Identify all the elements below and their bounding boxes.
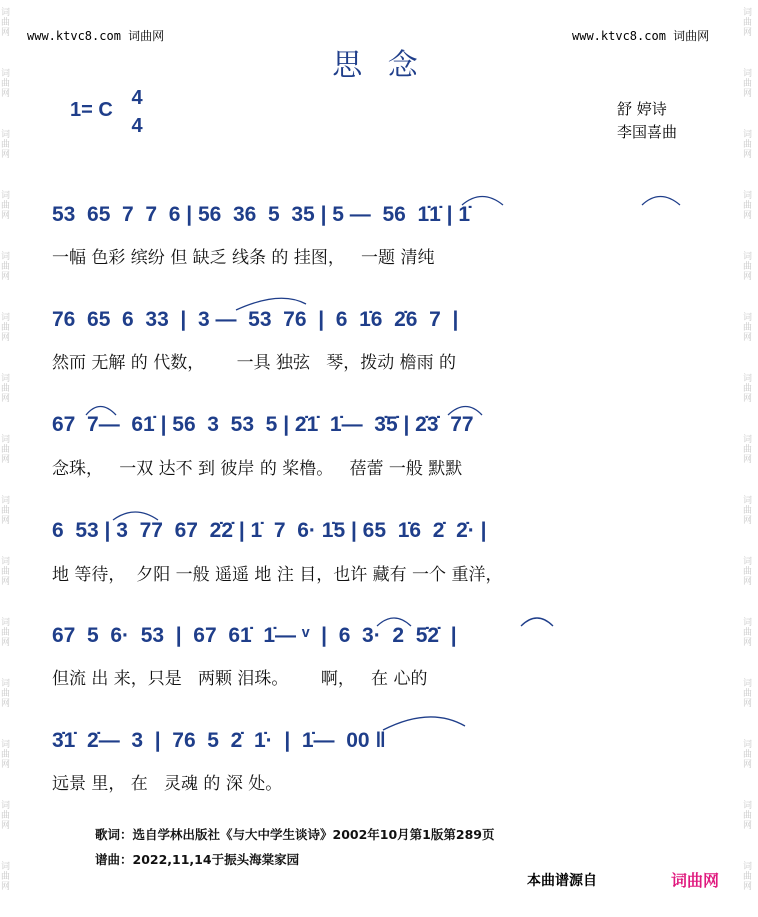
slur-arc	[377, 618, 411, 626]
side-watermark-mark: 词 曲 网	[743, 740, 753, 770]
key-signature: 1= C	[70, 99, 113, 121]
slur-arc	[86, 407, 116, 416]
notation-line-5: 67 5 6· 53 | 67 61̇ 1̇— ᵛ | 6 3· 2 5̇2̇ |	[52, 624, 457, 647]
notation-line-6: 3̇1̇ 2̇— 3 | 76 5 2̇ 1̇· | 1̇— 00 ‖	[52, 729, 386, 752]
lyrics-source-note: 歌词：选自学林出版社《与大中学生谈诗》2002年10月第1版第289页	[95, 827, 495, 842]
side-watermark-mark: 词 曲 网	[1, 679, 11, 709]
slur-arc	[236, 298, 306, 310]
side-watermark-mark: 词 曲 网	[1, 740, 11, 770]
side-watermark-mark: 词 曲 网	[743, 862, 753, 892]
side-watermark-mark: 词 曲 网	[743, 130, 753, 160]
time-signature-top: 4	[131, 87, 143, 109]
slur-arc	[521, 618, 553, 626]
side-watermark-mark: 词 曲 网	[1, 8, 11, 38]
lyric-line-2: 然而 无解 的 代数， 一具 独弦 琴，拨动 檐雨 的	[52, 353, 457, 373]
side-watermark-mark: 词 曲 网	[1, 496, 11, 526]
side-watermark-mark: 词 曲 网	[743, 557, 753, 587]
slur-arc	[462, 197, 503, 206]
side-watermark-mark: 词 曲 网	[1, 862, 11, 892]
side-watermark-mark: 词 曲 网	[743, 69, 753, 99]
site-url-left: www.ktvc8.com 词曲网	[27, 29, 165, 43]
lyric-line-3: 念珠， 一双 达不 到 彼岸 的 桨橹。 蓓蕾 一般 默默	[52, 459, 463, 479]
notation-line-1: 53 65 7 7 6 | 56 36 5 35 | 5 — 56 1̇1̇ | 1̇	[52, 203, 471, 226]
side-watermark-mark: 词 曲 网	[743, 8, 753, 38]
slur-arc	[383, 717, 465, 730]
side-watermark-mark: 词 曲 网	[1, 557, 11, 587]
side-watermark-mark: 词 曲 网	[1, 69, 11, 99]
brand-logo-text: 词曲网	[671, 871, 720, 890]
side-watermark-mark: 词 曲 网	[743, 496, 753, 526]
side-watermark-mark: 词 曲 网	[1, 130, 11, 160]
side-watermark-mark: 词 曲 网	[1, 252, 11, 282]
lyric-line-1: 一幅 色彩 缤纷 但 缺乏 线条 的 挂图， 一题 清纯	[52, 248, 435, 268]
lyric-line-4: 地 等待， 夕阳 一般 遥遥 地 注 目，也许 藏有 一个 重洋，	[52, 565, 503, 585]
slur-arc	[448, 407, 482, 416]
side-watermark-mark: 词 曲 网	[1, 313, 11, 343]
slur-arc	[642, 197, 680, 206]
composer-credit: 李国喜曲	[617, 123, 678, 141]
lyric-line-5: 但流 出 来，只是 两颗 泪珠。 啊， 在 心的	[52, 669, 428, 689]
song-title: 思 念	[332, 48, 426, 83]
site-url-right: www.ktvc8.com 词曲网	[572, 29, 710, 43]
notation-line-3: 67 7— 61̇ | 56 3 53 5 | 2̇1̇ 1̇— 3̇5̇ | 2̇3̇ 77	[52, 413, 474, 436]
notation-line-2: 76 65 6 33 | 3 — 53 76 | 6 1̇6 2̇6 7 |	[52, 308, 459, 331]
compose-info-note: 谱曲：2022,11,14于振头海棠家园	[95, 852, 300, 867]
side-watermark-mark: 词 曲 网	[743, 679, 753, 709]
side-watermark-mark: 词 曲 网	[743, 374, 753, 404]
lyric-line-6: 远景 里， 在 灵魂 的 深 处。	[52, 774, 283, 794]
side-watermark-mark: 词 曲 网	[743, 252, 753, 282]
time-signature-bottom: 4	[131, 115, 143, 137]
source-label: 本曲谱源自	[527, 873, 597, 889]
side-watermark-mark: 词 曲 网	[1, 618, 11, 648]
side-watermark-mark: 词 曲 网	[1, 801, 11, 831]
side-watermark-mark: 词 曲 网	[1, 191, 11, 221]
side-watermark-mark: 词 曲 网	[743, 191, 753, 221]
side-watermark-mark: 词 曲 网	[743, 313, 753, 343]
side-watermark-mark: 词 曲 网	[743, 618, 753, 648]
lyricist-credit: 舒 婷诗	[617, 100, 667, 118]
notation-line-4: 6 53 | 3 77 67 2̇2̇ | 1̇ 7 6· 1̇5 | 65 1̇6 2̇ 2̇· |	[52, 519, 487, 542]
side-watermark-mark: 词 曲 网	[743, 435, 753, 465]
side-watermark-mark: 词 曲 网	[1, 435, 11, 465]
slur-arc	[113, 512, 158, 520]
side-watermark-mark: 词 曲 网	[743, 801, 753, 831]
side-watermark-mark: 词 曲 网	[1, 374, 11, 404]
